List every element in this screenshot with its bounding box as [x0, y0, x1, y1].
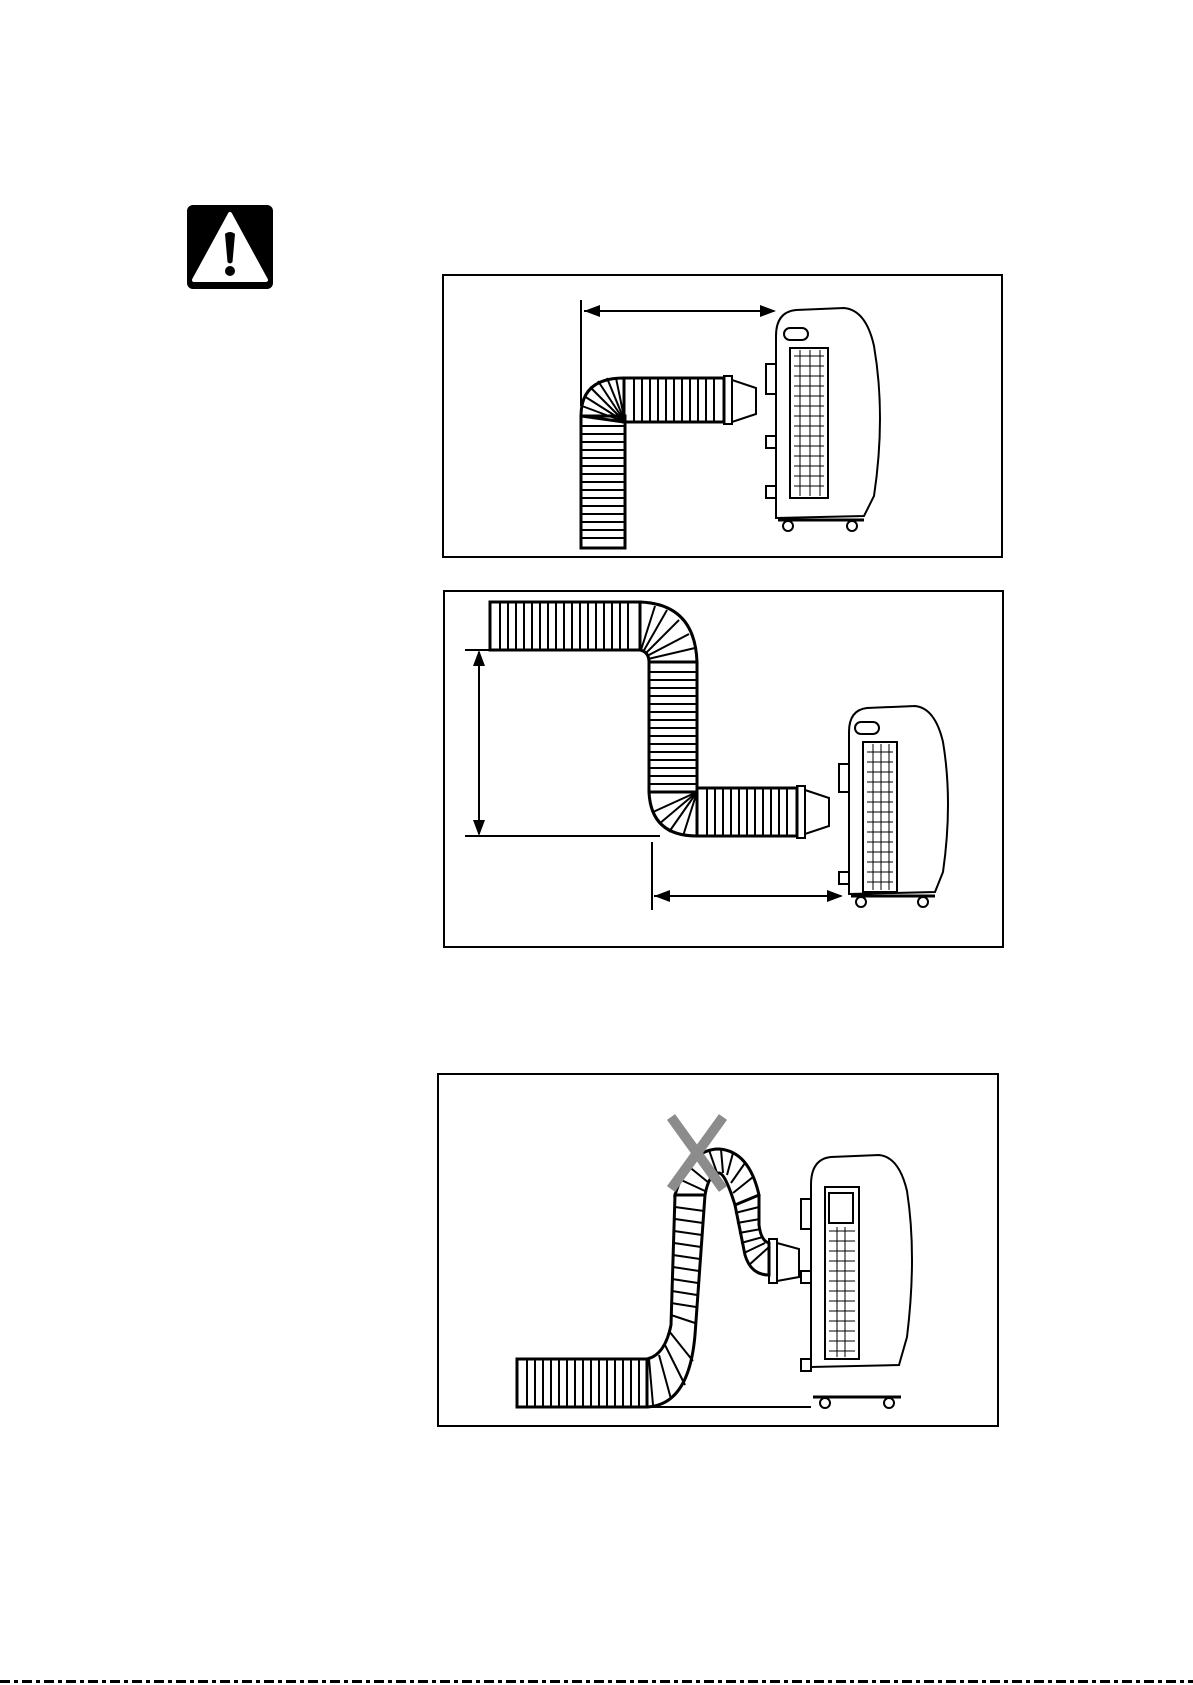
air-conditioner-icon: [839, 706, 948, 907]
exhaust-hose: [517, 1149, 799, 1407]
figure-hose-kinked: [437, 1073, 999, 1427]
exhaust-hose: [490, 602, 829, 838]
air-conditioner-icon: [766, 308, 880, 531]
exhaust-hose: [581, 376, 756, 548]
air-conditioner-icon: [801, 1155, 912, 1408]
page-bottom-rule: [0, 1680, 1193, 1683]
prohibited-x-icon: [671, 1117, 723, 1189]
warning-triangle-icon: [186, 204, 274, 290]
figure-hose-raised: [443, 590, 1004, 948]
figure-hose-horizontal: [442, 274, 1003, 558]
dimension-line: [581, 300, 774, 406]
